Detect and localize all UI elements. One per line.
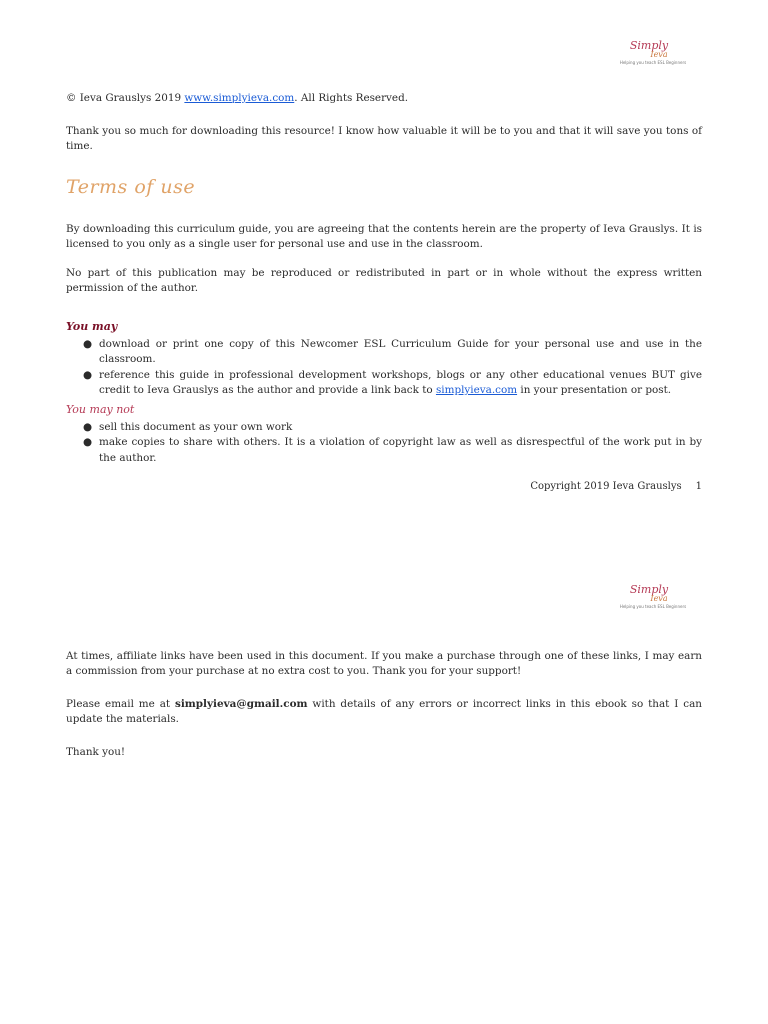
email-paragraph (66, 697, 702, 728)
simply-ieva-logo (612, 584, 694, 610)
affiliate-paragraph: At times, affiliate links have been used in this document. If you make a purchase through one of these links, I may earn a commission from your purchase at no extra cost to you. Thank you for your support! (66, 650, 702, 678)
you-may-list (66, 337, 702, 399)
bullet-dot-icon: ● (83, 436, 93, 449)
list-item (66, 368, 702, 399)
simply-ieva-logo (612, 40, 694, 66)
you-may-heading: You may (66, 320, 118, 333)
copyright-suffix: . All Rights Reserved. (294, 92, 409, 104)
you-may-item-text: reference this guide in professional development workshops, blogs or any other educational venues BUT give credit to Ieva Grauslys as the author and provide a link back to (99, 368, 702, 397)
email-address: simplyieva@gmail.com (174, 698, 308, 710)
you-may-not-list (66, 420, 702, 466)
bullet-dot-icon: ● (83, 338, 93, 350)
page-number: 1 (695, 481, 702, 492)
footer-copyright: Copyright 2019 Ieva Grauslys (530, 481, 682, 492)
logo-wordmark-ieva: Ieva (650, 594, 668, 603)
terms-of-use-heading: Terms of use (66, 176, 196, 198)
copyright-line (66, 91, 702, 106)
list-item (66, 435, 702, 466)
you-may-not-item-text: sell this document as your own work (99, 421, 293, 433)
logo-wordmark-simply: Simply (629, 583, 669, 596)
closing-text: Thank you! (66, 746, 126, 758)
you-may-not-heading: You may not (66, 403, 135, 416)
page-footer (480, 480, 702, 494)
terms-paragraph-2: No part of this publication may be reproduced or redistributed in part or in whole without the express written permission of the author. (66, 267, 702, 295)
copyright-prefix: © Ieva Grauslys 2019 (66, 92, 185, 104)
you-may-not-item-text: make copies to share with others. It is a violation of copyright law as well as disrespectful of the work put in by the author. (99, 436, 702, 464)
bullet-dot-icon: ● (83, 368, 93, 381)
email-prefix: Please email me at (66, 698, 175, 710)
logo-tagline: Helping you teach ESL Beginners (619, 604, 687, 609)
you-may-item-text: download or print one copy of this Newcomer ESL Curriculum Guide for your personal use and use in the classroom. (99, 338, 702, 366)
document-page-2 (0, 560, 768, 1024)
list-item (66, 337, 702, 368)
thanks-paragraph: Thank you so much for downloading this resource! I know how valuable it will be to you and that it will save you tons of time. (66, 125, 702, 153)
simplyieva-link[interactable]: simplyieva.com (435, 384, 518, 397)
you-may-item-text-end: in your presentation or post. (517, 384, 672, 397)
logo-wordmark-simply: Simply (629, 39, 669, 52)
email-suffix: with details of any errors or incorrect links in this ebook so that I can update the materials. (66, 698, 702, 726)
list-item (66, 420, 702, 435)
terms-paragraph-1: By downloading this curriculum guide, you are agreeing that the contents herein are the property of Ieva Grauslys. It is licensed to you only as a single user for personal use and use in the classroom. (66, 223, 702, 251)
logo-tagline: Helping you teach ESL Beginners (619, 60, 687, 65)
website-link[interactable]: www.simplyieva.com (184, 92, 295, 104)
logo-wordmark-ieva: Ieva (650, 50, 668, 59)
bullet-dot-icon: ● (83, 421, 93, 433)
